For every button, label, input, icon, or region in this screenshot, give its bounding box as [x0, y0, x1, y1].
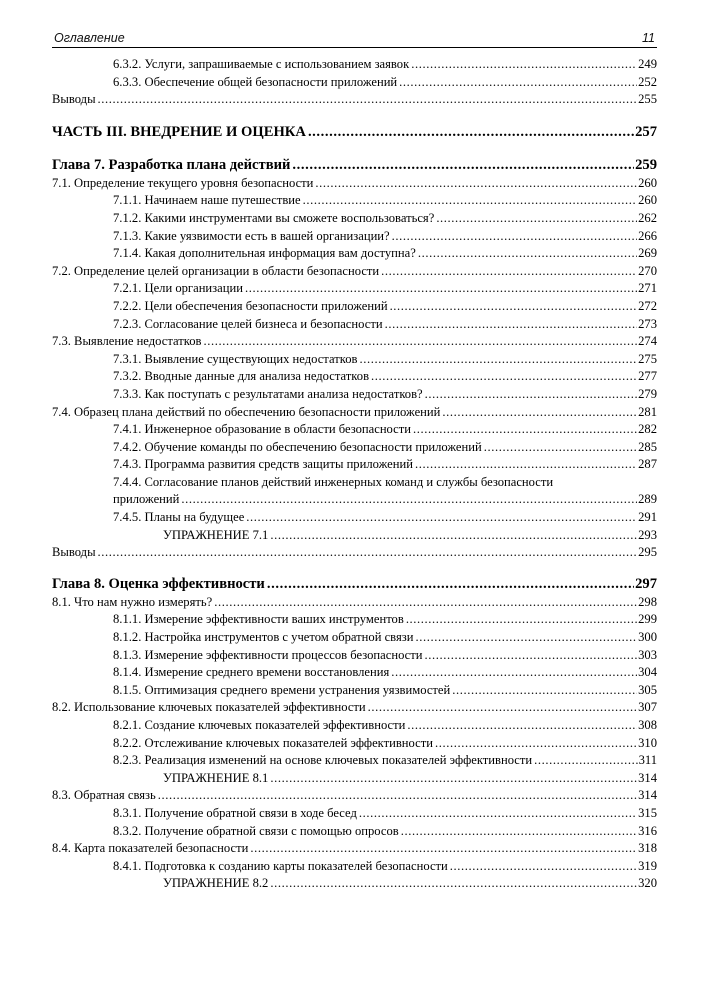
toc-entry [52, 699, 657, 717]
dot-leader [401, 823, 637, 841]
toc-entry-title: 8.1.5. Оптимизация среднего времени устранения уязвимостей [113, 682, 451, 697]
toc-entry [52, 351, 657, 369]
dot-leader [158, 787, 637, 805]
toc-entry-title: 8.1.4. Измерение среднего времени восстановления [113, 665, 390, 680]
dot-leader [407, 717, 637, 735]
toc-entry-page: 257 [635, 123, 657, 140]
dot-leader [390, 298, 638, 316]
toc-entry [52, 840, 657, 858]
toc-entry [52, 509, 657, 527]
dot-leader [292, 155, 634, 175]
toc-entry-title: 8.2.1. Создание ключевых показателей эффективности [113, 718, 406, 732]
dot-leader [245, 280, 637, 298]
toc-entry [52, 647, 657, 665]
toc-entry [52, 245, 657, 263]
toc-entry-title: ЧАСТЬ III. ВНЕДРЕНИЕ И ОЦЕНКА [52, 123, 306, 140]
toc-entry [52, 439, 657, 457]
toc-entry-title: УПРАЖНЕНИЕ 8.2 [163, 876, 269, 891]
dot-leader [418, 245, 637, 263]
dot-leader [435, 735, 637, 753]
toc-entry [52, 228, 657, 246]
toc-entry [52, 805, 657, 823]
dot-leader [391, 664, 637, 682]
toc-entry-title: 8.2.3. Реализация изменений на основе ключевых показателей эффективности [113, 753, 533, 768]
book-page [52, 28, 657, 893]
toc-entry-title: 7.1.1. Начинаем наше путешествие [113, 193, 301, 208]
dot-leader [250, 840, 637, 858]
toc-entry-page: 282 [638, 422, 657, 437]
dot-leader [415, 629, 637, 647]
header-page-number: 11 [642, 31, 655, 45]
toc-entry-title: 6.3.3. Обеспечение общей безопасности приложений [113, 74, 398, 89]
toc-entry-title: 6.3.2. Услуги, запрашиваемые с использованием заявок [113, 57, 410, 71]
toc-entry [52, 456, 657, 474]
toc-entry-title: 7.1.2. Какими инструментами вы сможете воспользоваться? [113, 210, 435, 225]
toc-entry [52, 316, 657, 334]
toc-entry [52, 717, 657, 735]
toc-entry-title: 8.3.2. Получение обратной связи с помощью опросов [113, 823, 399, 838]
dot-leader [381, 263, 637, 281]
toc-entry-page: 285 [638, 439, 657, 454]
toc-entry-page: 270 [638, 263, 657, 278]
dot-leader [181, 491, 637, 509]
dot-leader [484, 439, 637, 457]
toc-entry [52, 858, 657, 876]
toc-entry-title: 8.1. Что нам нужно измерять? [52, 594, 213, 609]
toc-entry [52, 192, 657, 210]
toc-entry-page: 260 [638, 193, 657, 208]
toc-entry-title: Выводы [52, 545, 96, 560]
toc-entry-page: 289 [638, 492, 657, 507]
toc-exercise-entry [52, 875, 657, 893]
toc-entry-page: 287 [638, 457, 657, 472]
toc-part-heading [52, 122, 657, 142]
dot-leader [308, 122, 634, 142]
dot-leader [442, 404, 637, 422]
toc-entry-page: 300 [638, 630, 657, 645]
toc-entry [52, 280, 657, 298]
toc-entry [52, 404, 657, 422]
toc-entry-title: 8.1.3. Измерение эффективности процессов безопасности [113, 647, 423, 662]
toc-entry [52, 175, 657, 193]
toc-entry-title: 7.4.2. Обучение команды по обеспечению безопасности приложений [113, 439, 482, 454]
toc-entry [52, 682, 657, 700]
toc-entry [52, 491, 657, 509]
toc-entry-page: 269 [638, 246, 657, 261]
toc-entry [52, 629, 657, 647]
toc-exercise-entry [52, 770, 657, 788]
toc-entry-page: 310 [638, 735, 657, 750]
toc-entry-page: 320 [638, 876, 657, 891]
toc-entry-page: 281 [638, 404, 657, 419]
toc-entry-title: 7.1. Определение текущего уровня безопасности [52, 175, 314, 190]
dot-leader [452, 682, 637, 700]
toc-entry-page: 279 [638, 386, 657, 401]
toc-entry-page: 274 [638, 334, 657, 349]
dot-leader [534, 752, 637, 770]
dot-leader [270, 770, 637, 788]
toc-entry-page: 307 [638, 700, 657, 715]
dot-leader [270, 875, 637, 893]
toc-entry-page: 252 [638, 74, 657, 89]
toc-entry-title: 8.3. Обратная связь [52, 788, 156, 803]
toc-entry-title: Выводы [52, 92, 96, 107]
dot-leader [450, 858, 637, 876]
toc-entry-title: 7.2.2. Цели обеспечения безопасности приложений [113, 298, 388, 313]
toc-entry-title: 7.1.4. Какая дополнительная информация вам доступна? [113, 246, 416, 261]
dot-leader [436, 210, 637, 228]
toc-entry [52, 611, 657, 629]
toc-entry [52, 263, 657, 281]
header-section-title: Оглавление [54, 31, 125, 45]
toc-entry-title: 7.1.3. Какие уязвимости есть в вашей организации? [113, 228, 390, 243]
toc-entry-title: 7.2.3. Согласование целей бизнеса и безопасности [113, 316, 383, 331]
toc-entry-title: Глава 7. Разработка плана действий [52, 156, 291, 173]
toc-entry [52, 74, 657, 92]
toc-entry-title: УПРАЖНЕНИЕ 7.1 [163, 527, 269, 542]
toc-entry [52, 368, 657, 386]
dot-leader [368, 699, 637, 717]
dot-leader [214, 594, 637, 612]
toc-entry-title: 7.3.2. Вводные данные для анализа недостатков [113, 369, 370, 384]
toc-entry-title: 8.1.2. Настройка инструментов с учетом обратной связи [113, 630, 414, 645]
toc-entry [52, 298, 657, 316]
toc-entry-title: 7.2.1. Цели организации [113, 281, 243, 296]
toc-entry-page: 277 [638, 369, 657, 384]
toc-entry [52, 544, 657, 562]
toc-entry-page: 255 [638, 92, 657, 107]
dot-leader [246, 509, 637, 527]
toc-entry-title: 8.4. Карта показателей безопасности [52, 841, 249, 856]
toc-entry-page: 305 [638, 682, 657, 697]
dot-leader [98, 91, 638, 109]
dot-leader [270, 527, 637, 545]
toc-entry-page: 316 [638, 823, 657, 838]
toc-entry-title: Глава 8. Оценка эффективности [52, 575, 265, 592]
toc-entry-title: 8.2.2. Отслеживание ключевых показателей эффективности [113, 735, 433, 750]
toc-entry-title: 8.3.1. Получение обратной связи в ходе бесед [113, 805, 357, 820]
toc-entry-page: 319 [638, 858, 657, 873]
toc-entry-page: 318 [638, 841, 657, 856]
toc-entry-page: 259 [635, 156, 657, 173]
toc-entry-page: 272 [638, 298, 657, 313]
toc-entry-page: 308 [638, 718, 657, 732]
toc-entry-title: 7.4.1. Инженерное образование в области безопасности [113, 422, 412, 437]
toc-entry-title: 7.3.3. Как поступать с результатами анализа недостатков? [113, 386, 423, 401]
toc-entry [52, 664, 657, 682]
toc-entry-title: 8.4.1. Подготовка к созданию карты показателей безопасности [113, 858, 448, 873]
toc-entry-title-line: 7.4.4. Согласование планов действий инженерных команд и службы безопасности [113, 474, 554, 489]
toc-entry-page: 291 [638, 510, 657, 525]
toc-entry-page: 299 [638, 612, 657, 627]
toc-entry-page: 303 [638, 647, 657, 662]
toc-entry [52, 823, 657, 841]
toc-entry-title: 7.2. Определение целей организации в области безопасности [52, 263, 380, 278]
dot-leader [425, 647, 638, 665]
toc-entry-page: 297 [635, 575, 657, 592]
toc-entry-page: 311 [638, 753, 657, 768]
toc-entry-page: 262 [638, 210, 657, 225]
toc-chapter-heading [52, 574, 657, 594]
dot-leader [203, 333, 637, 351]
toc-entry-page: 266 [638, 228, 657, 243]
toc-entry [52, 594, 657, 612]
dot-leader [406, 611, 637, 629]
dot-leader [385, 316, 638, 334]
dot-leader [303, 192, 637, 210]
toc-entry-title: 7.4.3. Программа развития средств защиты приложений [113, 457, 413, 472]
toc-entry-page: 293 [638, 527, 657, 542]
toc-entry-title: 8.2. Использование ключевых показателей эффективности [52, 700, 366, 715]
toc-entry [52, 91, 657, 109]
toc-entry-page: 295 [638, 545, 657, 560]
toc-entry-page: 314 [638, 770, 657, 785]
toc-entry-page: 314 [638, 788, 657, 803]
toc-entry-title: 7.3.1. Выявление существующих недостатков [113, 351, 358, 366]
toc-entry-page: 260 [638, 175, 657, 190]
toc-entry-title: 8.1.1. Измерение эффективности ваших инструментов [113, 612, 404, 627]
toc-entry [52, 56, 657, 74]
dot-leader [359, 351, 637, 369]
toc-entry [52, 421, 657, 439]
dot-leader [315, 175, 637, 193]
toc-entry [52, 386, 657, 404]
dot-leader [98, 544, 638, 562]
dot-leader [267, 574, 634, 594]
toc-entry-title: 7.3. Выявление недостатков [52, 334, 202, 349]
toc-entry-title: 7.4. Образец плана действий по обеспечению безопасности приложений [52, 404, 441, 419]
running-header [52, 28, 657, 48]
toc-entry-title: 7.4.5. Планы на будущее [113, 510, 245, 525]
toc-exercise-entry [52, 527, 657, 545]
dot-leader [359, 805, 637, 823]
toc-entry-page: 304 [638, 665, 657, 680]
dot-leader [411, 56, 637, 74]
toc-entry-page: 273 [638, 316, 657, 331]
toc-entry-page: 298 [638, 594, 657, 609]
toc-entry [52, 210, 657, 228]
toc-entry-page: 271 [638, 281, 657, 296]
toc-entry [52, 787, 657, 805]
toc-entry-page: 249 [638, 57, 657, 71]
dot-leader [392, 228, 637, 246]
dot-leader [415, 456, 637, 474]
toc-entry [52, 333, 657, 351]
toc-entry-title: приложений [113, 492, 180, 507]
toc-entry-page: 315 [638, 805, 657, 820]
toc-chapter-heading [52, 155, 657, 175]
dot-leader [399, 74, 637, 92]
toc-entry [52, 752, 657, 770]
toc-entry [52, 735, 657, 753]
toc-entry-title: УПРАЖНЕНИЕ 8.1 [163, 770, 269, 785]
table-of-contents [52, 56, 657, 893]
dot-leader [413, 421, 637, 439]
toc-entry-page: 275 [638, 351, 657, 366]
dot-leader [371, 368, 637, 386]
dot-leader [425, 386, 637, 404]
